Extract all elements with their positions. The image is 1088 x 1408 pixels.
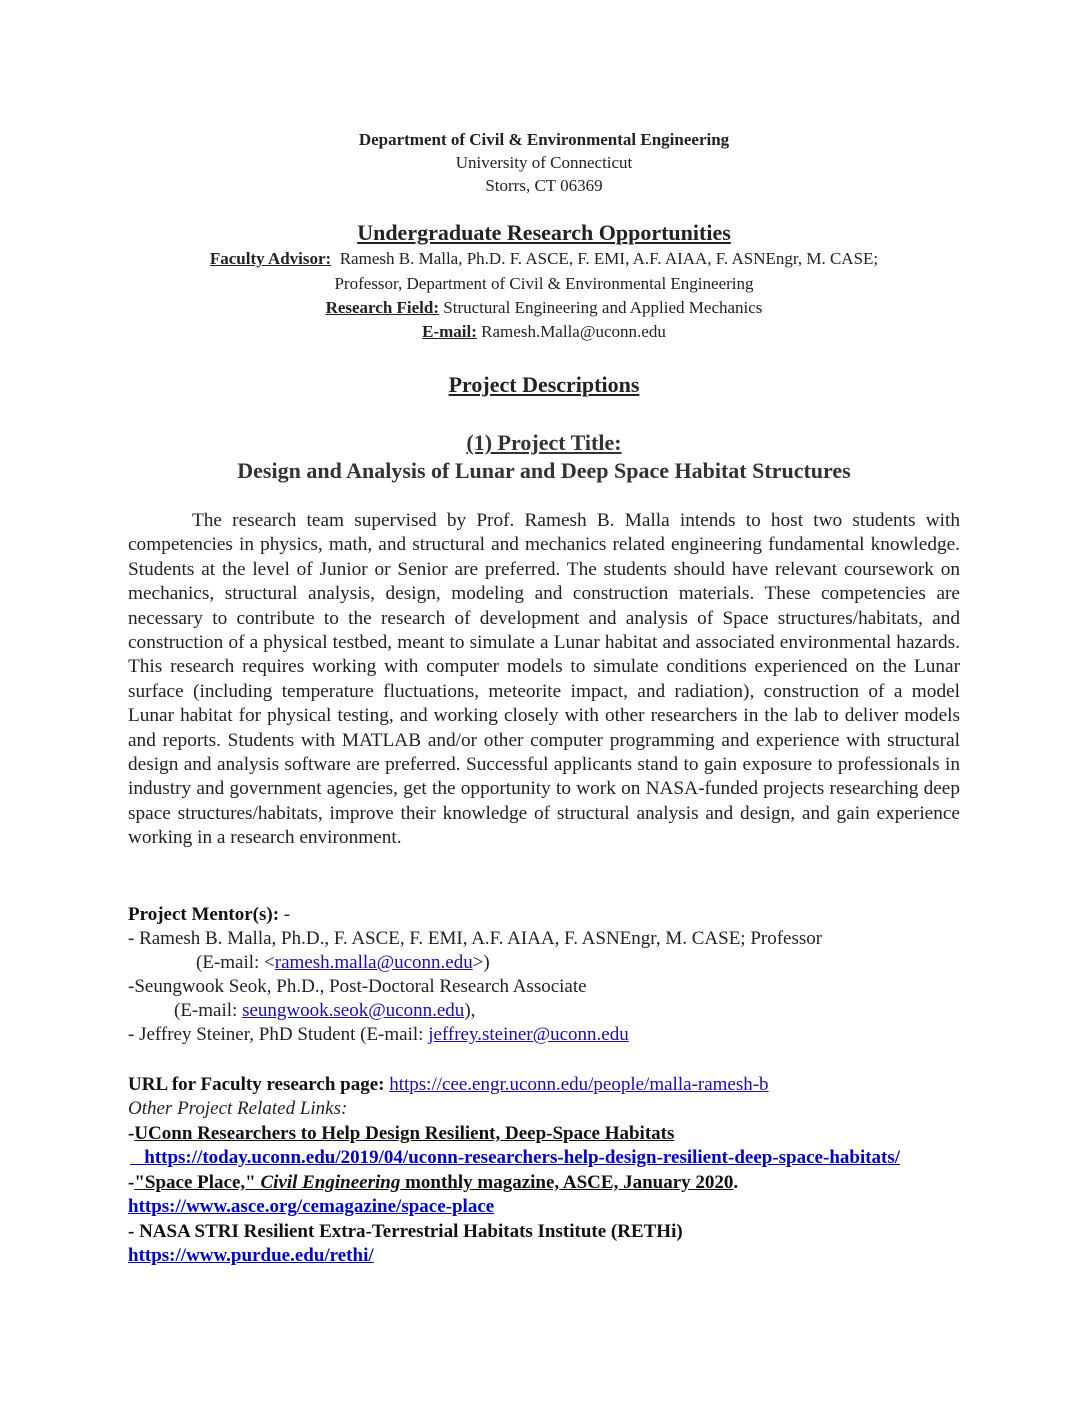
mentors-label: Project Mentor(s):: [128, 904, 280, 925]
project-name: Design and Analysis of Lunar and Deep Space Habitat Structures: [237, 458, 851, 483]
research-field-value: Structural Engineering and Applied Mechanics: [443, 298, 763, 317]
link-2-title[interactable]: "Space Place," Civil Engineering monthly magazine, ASCE, January 2020: [134, 1172, 734, 1193]
project-number-title: (1) Project Title:: [466, 430, 622, 455]
link-1-title[interactable]: UConn Researchers to Help Design Resilient, Deep-Space Habitats: [134, 1123, 675, 1144]
faculty-page-line: [128, 1073, 769, 1097]
mentor-2-line: -Seungwook Seok, Ph.D., Post-Doctoral Research Associate: [128, 976, 587, 997]
link-1-title-line: -UConn Researchers to Help Design Resilient, Deep-Space Habitats: [128, 1123, 675, 1144]
advisor-position: Professor, Department of Civil & Environmental Engineering: [334, 274, 754, 293]
link-2-url[interactable]: https://www.asce.org/cemagazine/space-place: [128, 1196, 495, 1217]
advisor-label: Faculty Advisor:: [209, 249, 332, 268]
advisor-name: Ramesh B. Malla, Ph.D. F. ASCE, F. EMI, A.F. AIAA, F. ASNEngr, M. CASE;: [339, 249, 879, 268]
research-field-label: Research Field:: [325, 298, 440, 317]
link-2-url-line: [128, 1195, 494, 1219]
link-1-url-line: [130, 1146, 900, 1170]
location-text: Storrs, CT 06369: [485, 176, 603, 195]
project-description: The research team supervised by Prof. Ramesh B. Malla intends to host two students with competencies in physics, math, and structural and mechanics related engineering fundamental knowledge. Students at the level of Junior or Senior are preferred. The students should have relevant coursework on mechanics, structural analysis, design, modeling and construction materials. These competencies are necessary to contribute to the research of development and analysis of Space structures/habitats, and construction of a physical testbed, meant to simulate a Lunar habitat and associated environmental hazards. This research requires working with computer models to simulate conditions experienced on the Lunar surface (including temperature fluctuations, meteorite impact, and radiation), construction of a model Lunar habitat for physical testing, and working closely with other researchers in the lab to deliver models and reports. Students with MATLAB and/or other computer programming and experience with structural design and analysis software are preferred. Successful applicants stand to gain exposure to professionals in industry and government agencies, get the opportunity to work on NASA-funded projects researching deep space structures/habitats, improve their knowledge of structural analysis and design, and gain experience working in a research environment.: [128, 510, 960, 849]
link-3-title: - NASA STRI Resilient Extra-Terrestrial Habitats Institute (RETHi): [128, 1221, 683, 1242]
faculty-page-label: URL for Faculty research page:: [128, 1074, 385, 1095]
page-title: Undergraduate Research Opportunities: [357, 220, 731, 245]
mentors-label-suffix: -: [279, 904, 291, 925]
mentor-1-line: - Ramesh B. Malla, Ph.D., F. ASCE, F. EMI, A.F. AIAA, F. ASNEngr, M. CASE; Professor: [128, 928, 823, 949]
advisor-line: [0, 247, 1088, 271]
mentor-1-email-link[interactable]: ramesh.malla@uconn.edu: [274, 952, 473, 973]
mentor-2-email-link[interactable]: seungwook.seok@uconn.edu: [242, 1000, 465, 1021]
faculty-page-link[interactable]: https://cee.engr.uconn.edu/people/malla-ramesh-b: [389, 1074, 769, 1095]
link-3-url[interactable]: https://www.purdue.edu/rethi/: [128, 1245, 374, 1266]
advisor-email-line: [0, 320, 1088, 344]
advisor-email-label: E-mail:: [422, 322, 477, 341]
mentor-3-line: - Jeffrey Steiner, PhD Student (E-mail: jeffrey.steiner@uconn.edu: [128, 1024, 629, 1045]
other-links-heading: Other Project Related Links:: [128, 1098, 348, 1119]
mentor-3-email-link[interactable]: jeffrey.steiner@uconn.edu: [428, 1024, 629, 1045]
university-name: University of Connecticut: [455, 153, 633, 172]
section-title: Project Descriptions: [448, 372, 640, 397]
link-2-title-line: -"Space Place," Civil Engineering monthly magazine, ASCE, January 2020.: [128, 1172, 739, 1193]
mentor-2-email-line: (E-mail: seungwook.seok@uconn.edu),: [174, 1000, 476, 1021]
mentors-heading: [128, 903, 290, 927]
advisor-email: Ramesh.Malla@uconn.edu: [481, 322, 666, 341]
link-3-url-line: [128, 1244, 374, 1268]
research-field-line: [0, 296, 1088, 320]
department-heading: Department of Civil & Environmental Engineering: [358, 130, 730, 149]
mentor-1-email-line: (E-mail: <ramesh.malla@uconn.edu>): [196, 952, 490, 973]
link-1-url[interactable]: https://today.uconn.edu/2019/04/uconn-researchers-help-design-resilient-deep-space-habitats/: [144, 1147, 901, 1168]
